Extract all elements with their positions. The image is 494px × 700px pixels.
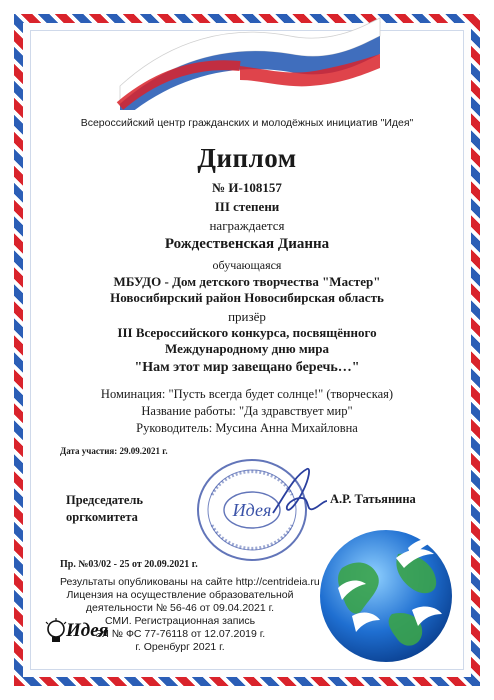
signature-icon bbox=[265, 465, 335, 525]
participation-date: Дата участия: 29.09.2021 г. bbox=[60, 446, 168, 456]
info-line: Результаты опубликованы на сайте http://centrideia.ru bbox=[60, 576, 320, 588]
bulb-icon bbox=[44, 618, 68, 646]
info-line: г. Оренбург 2021 г. bbox=[135, 641, 225, 653]
chairman-title-line1: Председатель bbox=[66, 493, 144, 507]
info-line: деятельности № 56-46 от 09.04.2021 г. bbox=[85, 602, 275, 614]
info-line: Лицензия на осуществление образовательной bbox=[66, 589, 294, 601]
nomination: Номинация: "Пусть всегда будет солнце!" (творческая) bbox=[100, 387, 394, 401]
contest-title: "Нам этот мир завещано беречь…" bbox=[134, 360, 360, 375]
order-number: Пр. №03/02 - 25 от 20.09.2021 г. bbox=[60, 559, 198, 570]
organization-name: Всероссийский центр гражданских и молодёжных инициатив "Идея" bbox=[80, 117, 414, 129]
info-line: ЭЛ № ФС 77-76118 от 12.07.2019 г. bbox=[94, 628, 266, 640]
info-line: СМИ. Регистрационная запись bbox=[104, 615, 256, 627]
chairman-name: А.Р. Татьянина bbox=[330, 492, 416, 506]
contest-name: III Всероссийского конкурса, посвящённого bbox=[117, 325, 377, 340]
chairman-title bbox=[66, 492, 143, 526]
logo bbox=[44, 618, 124, 648]
institution-region: Новосибирский район Новосибирская область bbox=[110, 290, 384, 305]
diploma-degree: III степени bbox=[214, 199, 280, 214]
awarded-label: награждается bbox=[209, 218, 285, 233]
leader: Руководитель: Мусина Анна Михайловна bbox=[136, 421, 358, 435]
logo-text: Идея bbox=[66, 620, 109, 641]
stamp-text: Идея bbox=[232, 500, 272, 520]
work-name: Название работы: "Да здравствует мир" bbox=[141, 404, 353, 418]
institution-name: МБУДО - Дом детского творчества "Мастер" bbox=[113, 274, 381, 289]
recipient-status: обучающаяся bbox=[212, 258, 282, 272]
award-place: призёр bbox=[228, 309, 266, 324]
contest-occasion: Международному дню мира bbox=[165, 341, 329, 356]
diploma-number: № И-108157 bbox=[212, 180, 282, 195]
diploma-title: Диплом bbox=[197, 143, 297, 173]
chairman-title-line2: оргкомитета bbox=[66, 510, 138, 524]
recipient-name: Рождественская Дианна bbox=[164, 236, 330, 252]
russian-flag-icon bbox=[0, 0, 494, 110]
globe-with-doves-icon bbox=[312, 518, 460, 668]
